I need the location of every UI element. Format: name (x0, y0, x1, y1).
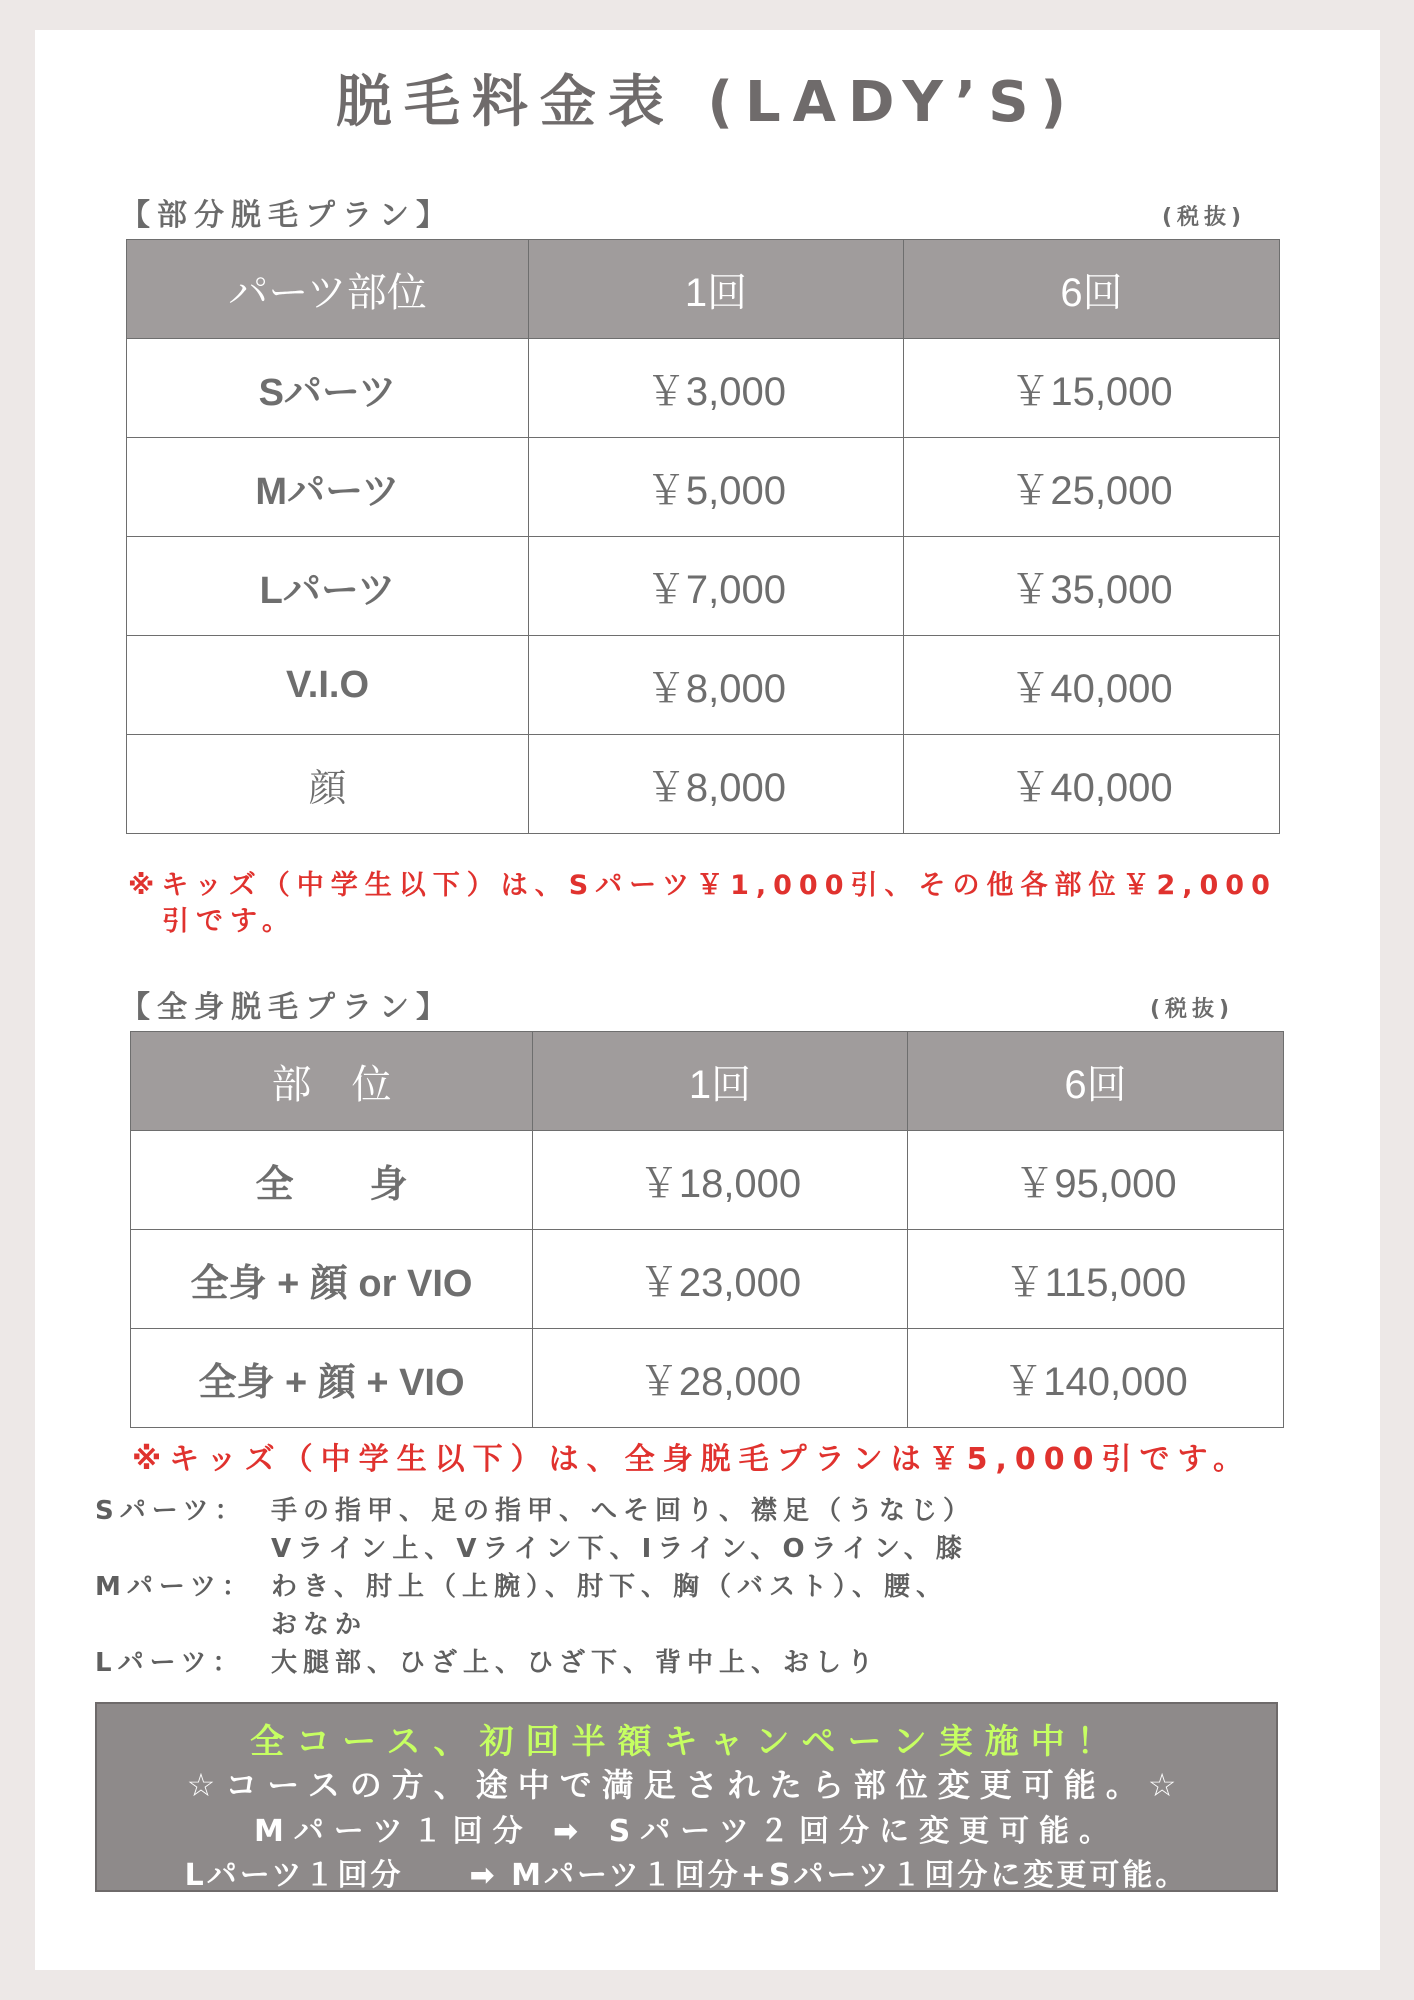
partial-plan-title: 【部分脱毛プラン】 (120, 198, 453, 233)
price-once: ￥28,000 (533, 1329, 908, 1428)
table-row (131, 1230, 1284, 1329)
price-six: ￥140,000 (908, 1329, 1284, 1428)
m-parts-row-cont (95, 1606, 975, 1644)
table-row (127, 636, 1280, 735)
header-part: 部 位 (131, 1032, 533, 1131)
campaign-line4: Lパーツ１回分 ➡ Mパーツ１回分+Sパーツ１回分に変更可能。 (184, 1858, 1189, 1893)
parts-definitions (95, 1492, 975, 1682)
part-name: V.I.O (127, 636, 529, 735)
header-six: 6回 (904, 240, 1280, 339)
table-row (127, 537, 1280, 636)
price-six: ￥40,000 (904, 636, 1280, 735)
partial-plan-tax-note: (税抜) (1162, 205, 1247, 230)
full-plan-table (130, 1031, 1284, 1428)
price-six: ￥15,000 (904, 339, 1280, 438)
s-parts-label: Sパーツ： (95, 1496, 247, 1526)
campaign-line3: Mパーツ１回分 ➡ Sパーツ２回分に変更可能。 (253, 1814, 1120, 1849)
table-row (127, 438, 1280, 537)
price-once: ￥7,000 (529, 537, 904, 636)
part-name: Lパーツ (127, 537, 529, 636)
price-six: ￥95,000 (908, 1131, 1284, 1230)
full-kids-note: ※キッズ（中学生以下）は、全身脱毛プランは￥5,000引です。 (132, 1442, 1252, 1477)
page-title: 脱毛料金表 (LADY’S) (335, 70, 1079, 135)
m-parts-line2: おなか (271, 1610, 368, 1640)
full-plan-title: 【全身脱毛プラン】 (120, 990, 453, 1025)
price-six: ￥40,000 (904, 735, 1280, 834)
part-name: 全 身 (131, 1131, 533, 1230)
table-header-row (127, 240, 1280, 339)
price-once: ￥8,000 (529, 735, 904, 834)
s-parts-line1: 手の指甲、足の指甲、へそ回り、襟足（うなじ） (271, 1496, 976, 1526)
m-parts-label: Mパーツ： (95, 1572, 254, 1602)
price-once: ￥3,000 (529, 339, 904, 438)
m-parts-row (95, 1568, 975, 1606)
part-name: Sパーツ (127, 339, 529, 438)
part-name: Mパーツ (127, 438, 529, 537)
part-name: 顔 (127, 735, 529, 834)
header-part: パーツ部位 (127, 240, 529, 339)
campaign-line2: ☆コースの方、途中で満足されたら部位変更可能。☆ (186, 1766, 1187, 1804)
l-parts-row (95, 1644, 975, 1682)
partial-plan-table (126, 239, 1280, 834)
table-row (131, 1329, 1284, 1428)
price-six: ￥35,000 (904, 537, 1280, 636)
s-parts-row-cont (95, 1530, 975, 1568)
table-header-row (131, 1032, 1284, 1131)
s-parts-line2: Vライン上、Vライン下、Iライン、Oライン、膝 (271, 1534, 968, 1564)
table-row (131, 1131, 1284, 1230)
m-parts-line1: わき、肘上（上腕）、肘下、胸（バスト）、腰、 (271, 1572, 948, 1602)
l-parts-label: Lパーツ： (95, 1648, 245, 1678)
header-once: 1回 (533, 1032, 908, 1131)
price-once: ￥5,000 (529, 438, 904, 537)
s-parts-row (95, 1492, 975, 1530)
partial-kids-note (128, 868, 1277, 940)
part-name: 全身 + 顔 or VIO (131, 1230, 533, 1329)
campaign-banner (95, 1702, 1278, 1892)
price-six: ￥115,000 (908, 1230, 1284, 1329)
header-once: 1回 (529, 240, 904, 339)
price-once: ￥23,000 (533, 1230, 908, 1329)
campaign-headline: 全コース、初回半額キャンペーン実施中！ (250, 1722, 1123, 1762)
price-once: ￥18,000 (533, 1131, 908, 1230)
table-row (127, 339, 1280, 438)
partial-kids-note-line1: ※キッズ（中学生以下）は、Sパーツ￥1,000引、その他各部位￥2,000 (128, 870, 1277, 901)
price-once: ￥8,000 (529, 636, 904, 735)
full-plan-tax-note: (税抜) (1150, 997, 1235, 1022)
header-six: 6回 (908, 1032, 1284, 1131)
price-six: ￥25,000 (904, 438, 1280, 537)
part-name: 全身 + 顔 + VIO (131, 1329, 533, 1428)
partial-kids-note-line2: 引です。 (162, 906, 296, 937)
l-parts-line1: 大腿部、ひざ上、ひざ下、背中上、おしり (271, 1648, 880, 1678)
table-row (127, 735, 1280, 834)
